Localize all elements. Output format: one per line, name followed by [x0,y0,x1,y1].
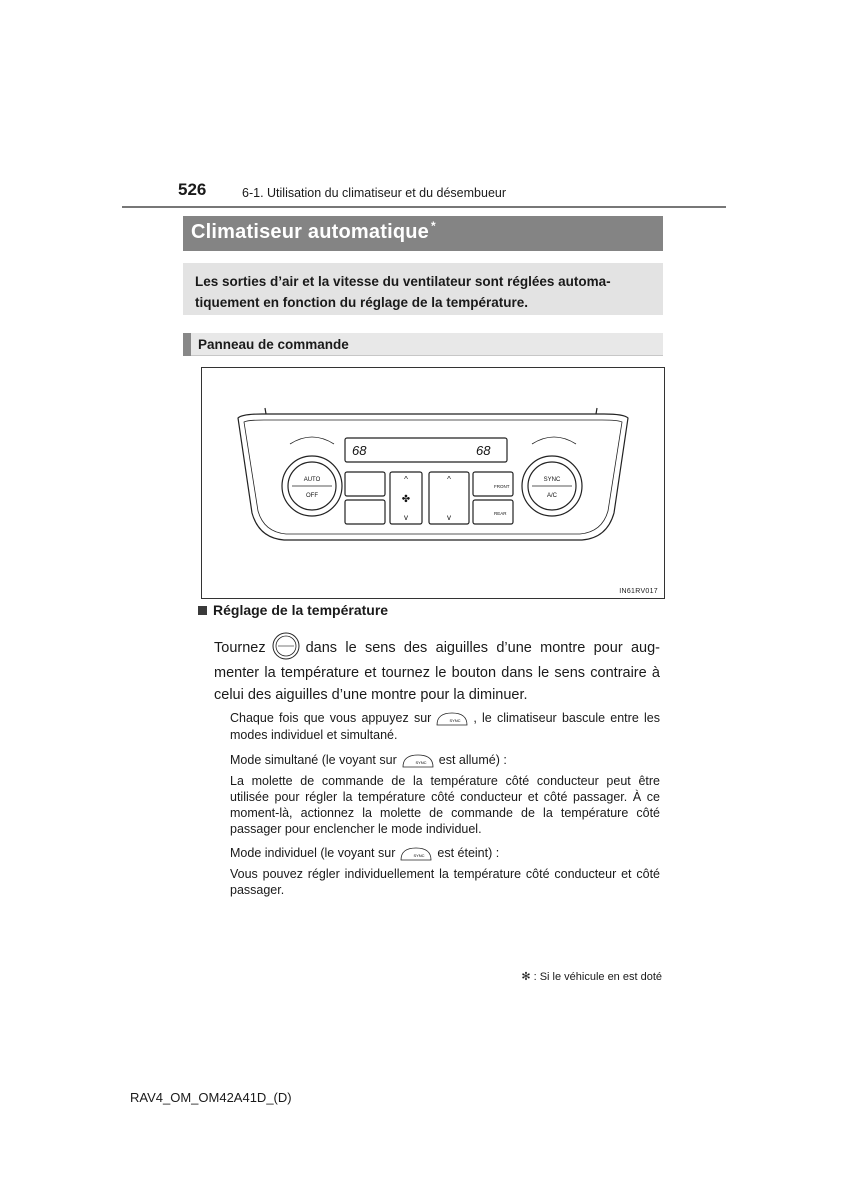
note2-after: est allumé) : [438,753,507,767]
intro-text: Les sorties d’air et la vitesse du ventilateur sont réglées automa-tiquement en fonction du réglage de la température. [195,274,611,310]
footnote: ✻ : Si le véhicule en est doté [521,971,662,983]
sync-icon-label: SYNC [449,717,461,723]
note-individual-mode [230,845,660,862]
note1-after: , le climatiseur bascule entre les modes individuel et simultané. [230,711,660,742]
up-arrow-icon: ^ [404,475,408,484]
subheading [183,333,663,356]
sync-icon-label: SYNC [415,759,427,765]
control-panel-figure [201,367,665,599]
note1-before: Chaque fois que vous appuyez sur [230,711,432,725]
para-start: Tournez [214,639,266,656]
para-rest-1: dans le sens des aiguilles d’une montre pour aug- [305,639,660,656]
note4-after: est éteint) : [437,846,500,860]
note-simultaneous-mode [230,752,660,769]
note-individual-detail: Vous pouvez régler individuellement la température côté conducteur et côté passager. [230,867,660,897]
temperature-heading-text: Réglage de la température [213,602,389,618]
sync-button-icon [435,711,469,727]
temperature-heading [198,602,388,618]
temperature-paragraph [214,634,660,706]
subheading-marker [183,333,191,356]
subheading-text: Panneau de commande [198,337,349,352]
display-right-temp: 68 [476,443,491,458]
page-number: 526 [178,180,207,199]
down-arrow-icon: v [404,513,408,522]
sync-icon-label: SYNC [413,852,425,858]
note-simultaneous-detail: La molette de commande de la température côté conducteur peut être utilisée pour régler la température côté conducteur et côté passager. À ce moment-là, actionnez la molette de commande de la température côté passager pour enclencher le mode individuel. [230,774,660,836]
note-sync-toggle [230,710,660,743]
note2-before: Mode simultané (le voyant sur [230,753,397,767]
footer-code: RAV4_OM_OM42A41D_(D) [130,1090,292,1105]
sync-button-icon [399,846,433,862]
fan-icon: ✤ [401,494,411,505]
header-divider [122,206,726,208]
sync-button-icon [401,753,435,769]
down-arrow-icon: v [447,513,451,522]
square-bullet-icon [198,606,207,615]
title-bar [183,216,663,251]
title-asterisk: * [430,219,436,233]
page-title-text: Climatiseur automatique [191,221,429,243]
auto-label: AUTO [303,477,321,483]
front-label: FRONT [494,484,510,489]
ac-label: A/C [546,493,558,499]
intro-box [183,263,663,315]
control-panel-illustration [202,368,664,598]
off-label: OFF [306,493,318,499]
page-title [191,221,436,244]
figure-id: IN61RV017 [619,588,658,595]
note4-before: Mode individuel (le voyant sur [230,846,396,860]
section-title: 6-1. Utilisation du climatiseur et du désembueur [242,186,507,200]
temperature-knob-icon [272,632,300,660]
rear-label: REAR [494,511,507,516]
up-arrow-icon: ^ [447,475,451,484]
display-left-temp: 68 [352,443,367,458]
sync-label: SYNC [543,477,561,483]
para-rest-2: menter la température et tournez le bouton dans le sens contraire à celui des aiguilles d’une montre pour la diminuer. [214,665,660,703]
